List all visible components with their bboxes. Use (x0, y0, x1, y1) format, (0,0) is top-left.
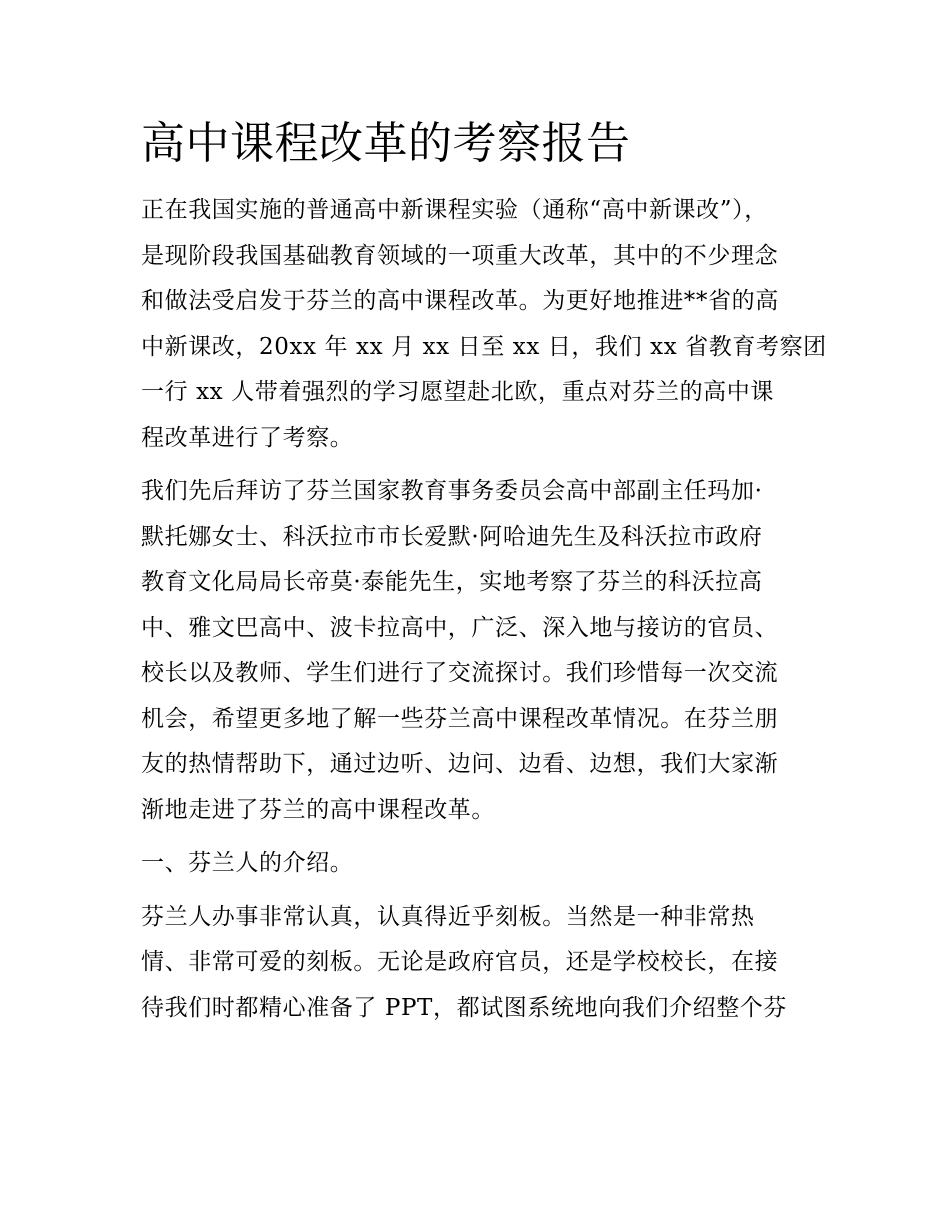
text-line: 教育文化局局长帝莫·泰能先生，实地考察了芬兰的科沃拉高 (141, 569, 763, 595)
text-line: 一行 xx 人带着强烈的学习愿望赴北欧，重点对芬兰的高中课 (141, 379, 774, 405)
paragraph-finnish-introduction (141, 895, 813, 1032)
text-line: 情、非常可爱的刻板。无论是政府官员，还是学校校长，在接 (141, 949, 779, 975)
text-line: 芬兰人办事非常认真，认真得近乎刻板。当然是一种非常热 (141, 903, 755, 930)
text-line: 机会，希望更多地了解一些芬兰高中课程改革情况。在芬兰朋 (141, 705, 779, 732)
text-line: 是现阶段我国基础教育领域的一项重大改革，其中的不少理念 (141, 242, 779, 269)
text-line: 校长以及教师、学生们进行了交流探讨。我们珍惜每一次交流 (141, 660, 779, 686)
text-line: 一、芬兰人的介绍。 (141, 850, 354, 876)
document-title: 高中课程改革的考察报告 (141, 118, 631, 169)
text-line: 中新课改，20xx 年 xx 月 xx 日至 xx 日，我们 xx 省教育考察团 (141, 333, 827, 360)
paragraph-introduction (141, 188, 827, 461)
document-body (141, 112, 827, 1039)
text-line: 默托娜女士、科沃拉市市长爱默·阿哈迪先生及科沃拉市政府 (141, 523, 763, 550)
text-line: 和做法受启发于芬兰的高中课程改革。为更好地推进**省的高 (141, 288, 779, 314)
text-line: 我们先后拜访了芬兰国家教育事务委员会高中部副主任玛加· (141, 478, 763, 504)
text-line: 正在我国实施的普通高中新课程实验（通称“高中新课改”）， (141, 197, 768, 223)
text-line: 渐地走进了芬兰的高中课程改革。 (141, 796, 495, 823)
section-heading (141, 841, 813, 887)
text-line: 待我们时都精心准备了 PPT，都试图系统地向我们介绍整个芬 (141, 994, 788, 1021)
text-line: 程改革进行了考察。 (141, 424, 354, 451)
paragraph-visits (141, 469, 813, 833)
text-line: 友的热情帮助下，通过边听、边问、边看、边想，我们大家渐 (141, 751, 779, 777)
text-line: 中、雅文巴高中、波卡拉高中，广泛、深入地与接访的官员、 (141, 614, 779, 641)
